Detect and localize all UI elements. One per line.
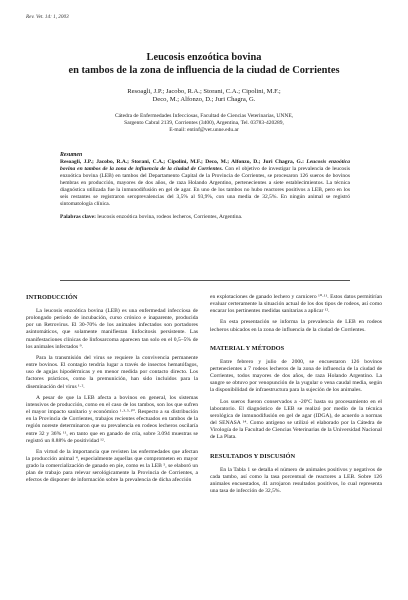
intro-paragraph-3: A pesar de que la LEB afecta a bovinos en general, los sistemas intensivos de producción, como en el caso de los tambos, son los que sufren el mayor impacto sanitario y económico ¹·³·⁵·¹⁰. Respecto a su distribución en la Provincia de Corrientes, trabajos recientes efectuados en tambos de la región noreste determinaron que su prevalencia en rodeos lecheros oscilaría entre 32 y 36% ¹¹, en tanto que en ganado de cría, sobre 3.094 muestras se registró un 8.88% de positividad ¹².: [26, 394, 198, 444]
keywords-label: Palabras clave:: [60, 214, 96, 220]
methods-heading: MATERIAL Y MÉTODOS: [210, 344, 285, 352]
affiliation-line-1: Cátedra de Enfermedades Infecciosas, Facultad de Ciencias Veterinarias, UNNE,: [114, 112, 294, 119]
author-list: [20, 88, 388, 105]
results-paragraph-1: En la Tabla 1 se detalla el número de animales positivos y negativos de cada tambo, así como la tasa porcentual de reactores a LEB. Sobre 126 animales encuestados, 41 arrojaron resultados positivos, lo cual representa una tasa de infección de 32,5%.: [210, 466, 382, 494]
results-heading: RESULTADOS Y DISCUSIÓN: [210, 452, 296, 460]
section-divider: [60, 280, 350, 281]
intro-paragraph-6: En esta presentación se informa la prevalencia de LEB en rodeos lecheros ubicados en la zona de influencia de la ciudad de Corrientes.: [210, 319, 382, 333]
authors-line-2: Deco, M.; Alfonzo, D.; Juri Chagra, G.: [152, 96, 256, 104]
abstract-section: [60, 152, 350, 221]
journal-header: Rev. Vet. 14: 1, 2003: [26, 14, 69, 20]
right-column: [210, 294, 382, 499]
methods-paragraph-2: Los sueros fueron conservados a -20ºC hasta su procesamiento en el laboratorio. El diagnóstico de LEB se realizó por medio de la técnica serológica de inmunodifusión en gel de agar (IDGA), de acuerdo a normas del SENASA ¹⁴. Como antígeno se utilizó el elaborado por la Cátedra de Virología de la Facultad de Ciencias Veterinarias de la Universidad Nacional de La Plata.: [210, 398, 382, 441]
affiliation: [20, 113, 388, 135]
title-block: [20, 52, 388, 134]
left-column: [26, 294, 198, 489]
intro-paragraph-4: En virtud de la importancia que revisten las enfermedades que afectan la producción animal ⁴, especialmente aquellas que comprometen en mayor grado la comercialización de ganado en pie, como es la LEB ⁵, se elaboró un plan de trabajo para relevar serológicamente la Provincia de Corrientes, a efectos de disponer de información sobre la prevalencia de dicha afección: [26, 448, 198, 484]
intro-heading: INTRODUCCIÓN: [26, 294, 78, 301]
intro-paragraph-5: en explotaciones de ganado lechero y carnicero ¹⁰·¹¹. Estos datos permitirían evaluar certeramente la situación actual de los dos tipos de rodeos, así como encarar los pertinentes medidas sanitarias a aplicar ¹².: [210, 294, 382, 315]
title-line-2: en tambos de la zona de influencia de la ciudad de Corrientes: [68, 64, 340, 76]
abstract-title: Leucosis enzoótica bovina en tambos de la zona de influencia de la ciudad de Corrientes.: [60, 159, 351, 172]
affiliation-line-2: Sargento Cabral 2139, Corrientes (3400), Argentina, Tel. 03783-420289,: [124, 120, 284, 127]
methods-paragraph-1: Entre febrero y julio de 2000, se encuestaron 126 bovinos pertenecientes a 7 rodeos lecheros de la zona de influencia de la ciudad de Corrientes, todos mayores de dos años, de raza Holando Argentino. La sangre se obtuvo por venopunción de la yugular o vena caudal media, según la disponibilidad de infraestructura para la sujeción de los animales.: [210, 358, 382, 394]
keywords-list: leucosis enzoótica bovina, rodeos lecheros, Corrientes, Argentina.: [97, 214, 243, 220]
abstract-text: [60, 159, 350, 208]
abstract-authors: Resoagli, J.P.; Jacobo, R.A.; Storani, C.A.; Cipolini, M.F.; Deco, M.; Alfonzo, D.; Juri Chagra, G.:: [60, 159, 304, 165]
intro-paragraph-1: La leucosis enzoótica bovina (LEB) es una enfermedad infecciosa de prolongado período de incubación, curso crónico e inaparente, producida por un Retrovirus. El 30-70% de los animales infectados son portadores asintomáticos, que solamente manifiestan linfocitosis persistente. Las manifestaciones clínicas de linfosarcoma aparecen tan solo en el 0,5–5% de los animales infectados ⁹.: [26, 308, 198, 350]
article-title: [20, 52, 388, 77]
title-line-1: Leucosis enzoótica bovina: [146, 52, 262, 63]
keywords: [60, 214, 350, 221]
abstract-heading: Resumen: [60, 152, 83, 158]
intro-paragraph-2: Para la transmisión del virus se requiere la convivencia permanente entre bovinos. El contagio tendría lugar a través de insectos hematófagos, uso de agujas hipodérmicas y en menor medida por contacto directo. Los factores prácticos, como la premunición, han sido incluidos para la diseminación del virus ¹·².: [26, 354, 198, 390]
abstract-body: Con el objetivo de investigar la prevalencia de leucosis enzoótica bovina (LEB) en tambos del Departamento Capital de la Provincia de Corrientes, se procesaron 126 sueros de bovinos hembras en producción, mayores de dos años, de raza Holando Argentino, pertenecientes a siete establecimientos. La técnica diagnóstica utilizada fue la inmunodifusión en gel de agar. En uno de los tambos no hubo reactores positivos a LEB, pero en los seis restantes se registraron seroprevalencias del 3,5% al 93,9%, con una media de 32,5%. En ningún animal se registró sintomatología clínica.: [60, 166, 350, 207]
authors-line-1: Resoagli, J.P.; Jacobo, R.A.; Storani, C.A.; Cipolini, M.F.;: [127, 88, 281, 95]
affiliation-email: E-mail: entinf@vet.unne.edu.ar: [169, 127, 239, 134]
